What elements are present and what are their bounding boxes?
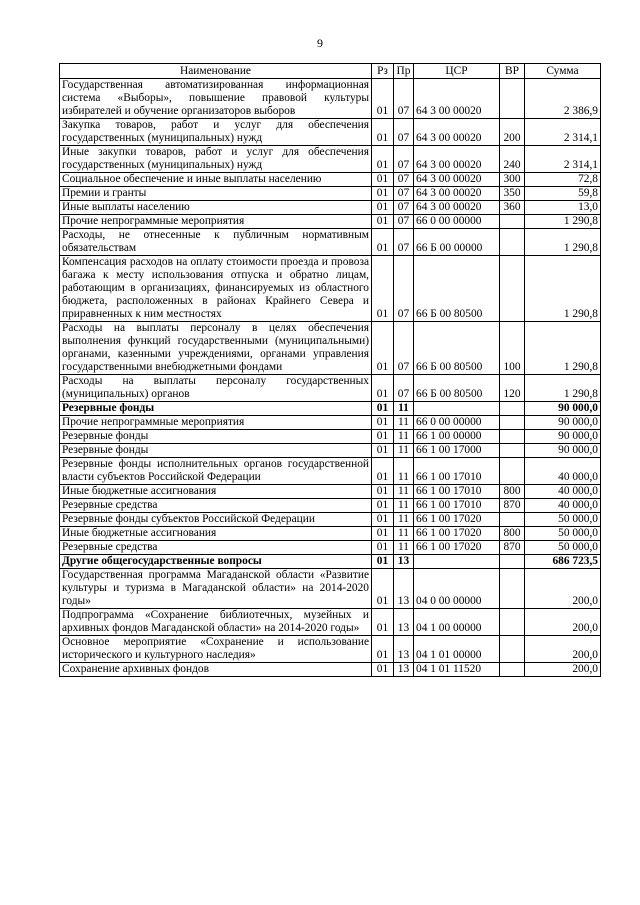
cell-vr: [500, 609, 525, 636]
cell-csr: 04 1 01 11520: [414, 663, 500, 677]
cell-name: Подпрограмма «Сохранение библиотечных, музейных и архивных фондов Магаданской области» на 2014-2020 годы»: [60, 609, 372, 636]
cell-rz: 01: [372, 402, 394, 416]
cell-csr: 64 3 00 00020: [414, 173, 500, 187]
cell-sum: 13,0: [525, 201, 601, 215]
cell-vr: 360: [500, 201, 525, 215]
cell-vr: [500, 416, 525, 430]
table-row: [60, 375, 601, 402]
cell-csr: 04 1 00 00000: [414, 609, 500, 636]
cell-name: Основное мероприятие «Сохранение и использование исторического и культурного наследия»: [60, 636, 372, 663]
cell-sum: 686 723,5: [525, 555, 601, 569]
cell-vr: [500, 458, 525, 485]
cell-name: Резервные фонды субъектов Российской Федерации: [60, 513, 372, 527]
cell-name: Закупка товаров, работ и услуг для обеспечения государственных (муниципальных) нужд: [60, 119, 372, 146]
table-row: [60, 173, 601, 187]
table-row: [60, 187, 601, 201]
cell-csr: 66 1 00 17020: [414, 527, 500, 541]
cell-name: Иные бюджетные ассигнования: [60, 485, 372, 499]
cell-pr: 11: [394, 485, 414, 499]
cell-rz: 01: [372, 444, 394, 458]
cell-pr: 13: [394, 609, 414, 636]
cell-name: Сохранение архивных фондов: [60, 663, 372, 677]
cell-csr: 66 Б 00 00000: [414, 229, 500, 256]
cell-rz: 01: [372, 215, 394, 229]
cell-pr: 13: [394, 569, 414, 609]
cell-rz: 01: [372, 527, 394, 541]
header-vr: ВР: [500, 64, 525, 79]
cell-csr: [414, 555, 500, 569]
cell-rz: 01: [372, 609, 394, 636]
table-row: [60, 444, 601, 458]
cell-sum: 1 290,8: [525, 256, 601, 322]
cell-pr: 13: [394, 636, 414, 663]
cell-sum: 90 000,0: [525, 416, 601, 430]
table-row: [60, 609, 601, 636]
cell-vr: [500, 256, 525, 322]
cell-csr: 66 1 00 17020: [414, 513, 500, 527]
cell-vr: 240: [500, 146, 525, 173]
cell-sum: 2 386,9: [525, 79, 601, 119]
cell-vr: 100: [500, 322, 525, 375]
table-row: [60, 541, 601, 555]
cell-csr: 64 3 00 00020: [414, 79, 500, 119]
cell-pr: 11: [394, 402, 414, 416]
table-row: [60, 322, 601, 375]
cell-name: Расходы на выплаты персоналу в целях обеспечения выполнения функций государственными (муниципальными) органами, казенными учреждениями, органами управления государственными внебюджетными фондами: [60, 322, 372, 375]
cell-sum: 50 000,0: [525, 527, 601, 541]
cell-name: Прочие непрограммные мероприятия: [60, 416, 372, 430]
cell-pr: 07: [394, 79, 414, 119]
cell-csr: 64 3 00 00020: [414, 201, 500, 215]
cell-rz: 01: [372, 375, 394, 402]
cell-csr: 64 3 00 00020: [414, 146, 500, 173]
cell-sum: 40 000,0: [525, 485, 601, 499]
cell-name: Резервные средства: [60, 541, 372, 555]
cell-name: Резервные фонды: [60, 402, 372, 416]
cell-pr: 07: [394, 119, 414, 146]
cell-sum: 50 000,0: [525, 513, 601, 527]
cell-vr: 800: [500, 485, 525, 499]
table-row: [60, 636, 601, 663]
table-row: [60, 663, 601, 677]
cell-pr: 07: [394, 256, 414, 322]
cell-vr: [500, 215, 525, 229]
cell-csr: 04 0 00 00000: [414, 569, 500, 609]
cell-csr: 66 0 00 00000: [414, 215, 500, 229]
cell-rz: 01: [372, 256, 394, 322]
cell-name: Прочие непрограммные мероприятия: [60, 215, 372, 229]
cell-name: Государственная автоматизированная информационная система «Выборы», повышение правовой культуры избирателей и обучение организаторов выборов: [60, 79, 372, 119]
cell-csr: 66 Б 00 80500: [414, 256, 500, 322]
cell-rz: 01: [372, 229, 394, 256]
cell-vr: [500, 444, 525, 458]
cell-pr: 07: [394, 322, 414, 375]
cell-rz: 01: [372, 416, 394, 430]
cell-vr: [500, 663, 525, 677]
header-name: Наименование: [60, 64, 372, 79]
cell-vr: [500, 430, 525, 444]
cell-name: Резервные фонды исполнительных органов государственной власти субъектов Российской Федерации: [60, 458, 372, 485]
table-row: [60, 527, 601, 541]
table-row: [60, 79, 601, 119]
cell-name: Резервные фонды: [60, 430, 372, 444]
cell-vr: 300: [500, 173, 525, 187]
cell-name: Расходы на выплаты персоналу государственных (муниципальных) органов: [60, 375, 372, 402]
cell-rz: 01: [372, 541, 394, 555]
cell-csr: 66 1 00 17010: [414, 499, 500, 513]
cell-vr: [500, 569, 525, 609]
cell-sum: 40 000,0: [525, 458, 601, 485]
cell-rz: 01: [372, 555, 394, 569]
cell-vr: 200: [500, 119, 525, 146]
cell-csr: 64 3 00 00020: [414, 187, 500, 201]
cell-rz: 01: [372, 569, 394, 609]
table-row: [60, 201, 601, 215]
table-header-row: [60, 64, 601, 79]
table-row: [60, 229, 601, 256]
cell-sum: 1 290,8: [525, 215, 601, 229]
cell-vr: 870: [500, 499, 525, 513]
cell-csr: [414, 402, 500, 416]
header-pr: Пр: [394, 64, 414, 79]
cell-rz: 01: [372, 458, 394, 485]
cell-pr: 07: [394, 146, 414, 173]
cell-name: Социальное обеспечение и иные выплаты населению: [60, 173, 372, 187]
cell-csr: 66 0 00 00000: [414, 416, 500, 430]
cell-pr: 13: [394, 555, 414, 569]
cell-rz: 01: [372, 187, 394, 201]
cell-name: Иные закупки товаров, работ и услуг для обеспечения государственных (муниципальных) нужд: [60, 146, 372, 173]
cell-pr: 11: [394, 499, 414, 513]
table-row: [60, 402, 601, 416]
table-row: [60, 499, 601, 513]
cell-csr: 04 1 01 00000: [414, 636, 500, 663]
table-row: [60, 430, 601, 444]
table-row: [60, 513, 601, 527]
cell-sum: 90 000,0: [525, 430, 601, 444]
cell-sum: 72,8: [525, 173, 601, 187]
cell-sum: 59,8: [525, 187, 601, 201]
cell-pr: 07: [394, 215, 414, 229]
cell-vr: [500, 636, 525, 663]
cell-csr: 64 3 00 00020: [414, 119, 500, 146]
cell-name: Компенсация расходов на оплату стоимости проезда и провоза багажа к месту использования отпуска и обратно лицам, работающим в организациях, финансируемых из областного бюджета, расположенных в районах Крайнего Севера и приравненных к ним местностях: [60, 256, 372, 322]
cell-name: Расходы, не отнесенные к публичным нормативным обязательствам: [60, 229, 372, 256]
cell-sum: 40 000,0: [525, 499, 601, 513]
cell-sum: 200,0: [525, 663, 601, 677]
cell-vr: 870: [500, 541, 525, 555]
cell-csr: 66 Б 00 80500: [414, 375, 500, 402]
page-number: 9: [317, 36, 323, 50]
cell-csr: 66 1 00 00000: [414, 430, 500, 444]
header-csr: ЦСР: [414, 64, 500, 79]
cell-pr: 11: [394, 541, 414, 555]
cell-vr: [500, 402, 525, 416]
table-body: [60, 79, 601, 677]
cell-rz: 01: [372, 513, 394, 527]
cell-name: Государственная программа Магаданской области «Развитие культуры и туризма в Магаданской области» на 2014-2020 годы»: [60, 569, 372, 609]
cell-pr: 11: [394, 444, 414, 458]
cell-rz: 01: [372, 119, 394, 146]
cell-sum: 50 000,0: [525, 541, 601, 555]
cell-pr: 11: [394, 430, 414, 444]
table-row: [60, 256, 601, 322]
cell-pr: 13: [394, 663, 414, 677]
cell-vr: 350: [500, 187, 525, 201]
cell-vr: [500, 513, 525, 527]
cell-csr: 66 1 00 17010: [414, 485, 500, 499]
cell-rz: 01: [372, 430, 394, 444]
cell-name: Иные выплаты населению: [60, 201, 372, 215]
cell-rz: 01: [372, 663, 394, 677]
cell-pr: 07: [394, 229, 414, 256]
table-row: [60, 458, 601, 485]
table-row: [60, 119, 601, 146]
cell-name: Резервные фонды: [60, 444, 372, 458]
cell-pr: 07: [394, 201, 414, 215]
cell-rz: 01: [372, 173, 394, 187]
cell-name: Премии и гранты: [60, 187, 372, 201]
cell-sum: 200,0: [525, 609, 601, 636]
cell-rz: 01: [372, 499, 394, 513]
cell-sum: 90 000,0: [525, 444, 601, 458]
budget-table: [59, 63, 601, 677]
table-row: [60, 215, 601, 229]
cell-sum: 1 290,8: [525, 322, 601, 375]
table-row: [60, 569, 601, 609]
cell-sum: 200,0: [525, 636, 601, 663]
table-row: [60, 485, 601, 499]
cell-rz: 01: [372, 322, 394, 375]
cell-pr: 11: [394, 416, 414, 430]
cell-pr: 11: [394, 513, 414, 527]
cell-csr: 66 1 00 17020: [414, 541, 500, 555]
cell-csr: 66 1 00 17010: [414, 458, 500, 485]
cell-vr: [500, 555, 525, 569]
cell-sum: 90 000,0: [525, 402, 601, 416]
cell-vr: [500, 229, 525, 256]
cell-vr: 120: [500, 375, 525, 402]
cell-sum: 200,0: [525, 569, 601, 609]
cell-pr: 11: [394, 458, 414, 485]
cell-name: Другие общегосударственные вопросы: [60, 555, 372, 569]
cell-csr: 66 1 00 17000: [414, 444, 500, 458]
cell-rz: 01: [372, 146, 394, 173]
cell-sum: 2 314,1: [525, 119, 601, 146]
table-row: [60, 555, 601, 569]
header-rz: Рз: [372, 64, 394, 79]
cell-sum: 2 314,1: [525, 146, 601, 173]
cell-rz: 01: [372, 636, 394, 663]
cell-pr: 07: [394, 375, 414, 402]
cell-rz: 01: [372, 79, 394, 119]
table-row: [60, 146, 601, 173]
cell-name: Резервные средства: [60, 499, 372, 513]
cell-pr: 11: [394, 527, 414, 541]
cell-rz: 01: [372, 201, 394, 215]
cell-pr: 07: [394, 187, 414, 201]
cell-name: Иные бюджетные ассигнования: [60, 527, 372, 541]
cell-sum: 1 290,8: [525, 375, 601, 402]
cell-vr: [500, 79, 525, 119]
cell-csr: 66 Б 00 80500: [414, 322, 500, 375]
header-sum: Сумма: [525, 64, 601, 79]
cell-sum: 1 290,8: [525, 229, 601, 256]
cell-vr: 800: [500, 527, 525, 541]
table-row: [60, 416, 601, 430]
cell-pr: 07: [394, 173, 414, 187]
cell-rz: 01: [372, 485, 394, 499]
